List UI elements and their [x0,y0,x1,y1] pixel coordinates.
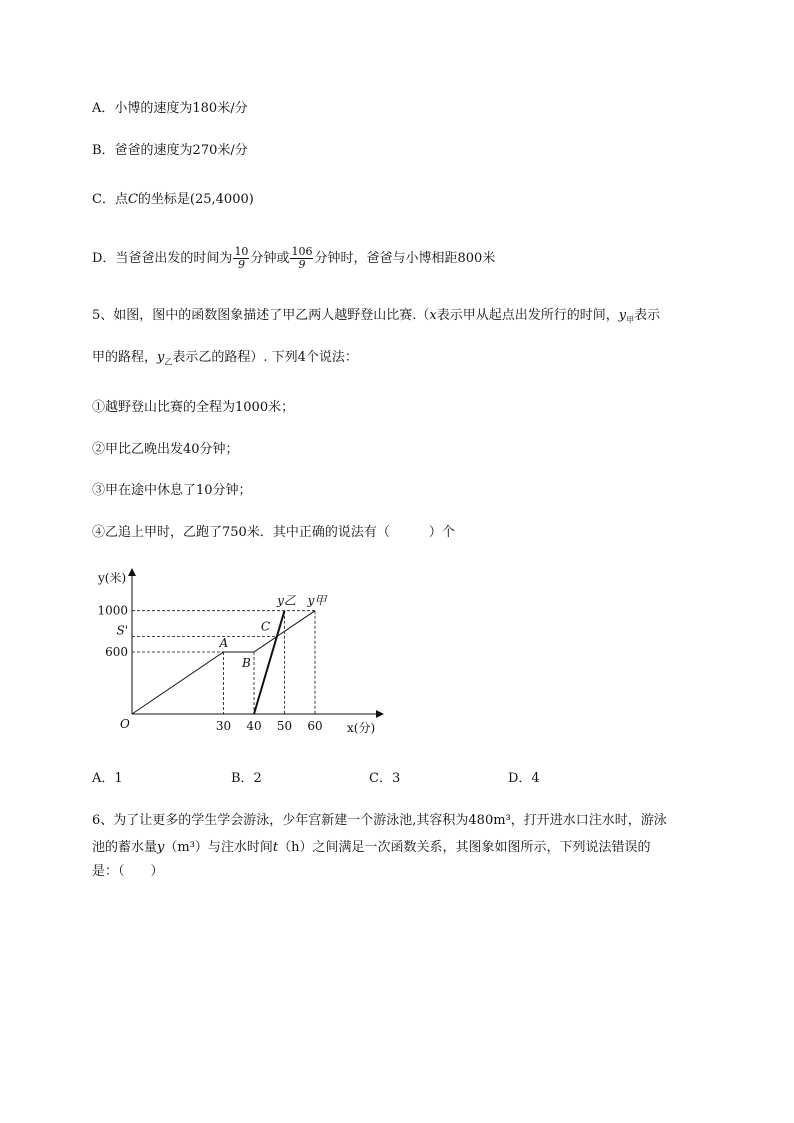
q6-stem-line1: 6、为了让更多的学生学会游泳，少年宫新建一个游泳池,其容积为480m³，打开进水口注水时，游泳 [92,813,667,828]
series-name-jia: y甲 [307,593,327,608]
point-label-a: A [219,636,229,651]
y-tick-s-prime: S' [116,623,128,638]
dashed-guides [132,611,315,714]
q5-text: 甲的路程， [92,350,158,365]
fraction-numerator: 106 [291,245,313,258]
fraction-denominator: 9 [298,258,306,271]
q5-text: 表示 [634,308,661,323]
q5-text: 5、如图，图中的函数图象描述了甲乙两人越野登山比赛.（ [92,308,430,323]
series-name-yi: y乙 [277,593,296,608]
var-y: y [618,308,627,323]
q5-statement-3: ③甲在途中休息了10分钟； [92,483,252,498]
x-tick-label: 30 [215,719,232,733]
q5-stem-line1 [92,306,660,331]
x-tick-label: 60 [307,719,323,733]
q6-text: 池的蓄水量 [92,840,158,855]
x-tick-label: 50 [276,719,293,733]
subscript-yi: 乙 [164,357,173,367]
y-tick-label: 600 [105,645,128,660]
q4-option-b: B．爸爸的速度为270米/分 [92,143,248,158]
q5-statement-1: ①越野登山比赛的全程为1000米； [92,400,295,415]
y-tick-label: 1000 [97,603,128,618]
q5-statement-2: ②甲比乙晚出发40分钟； [92,442,239,457]
q4-option-c-suffix: 的坐标是(25,4000) [137,192,254,207]
x-axis-label: x(分) [347,721,376,735]
q5-statement-4: ④乙追上甲时，乙跑了750米．其中正确的说法有（ ）个 [92,525,455,540]
q4-option-a: A．小博的速度为180米/分 [92,101,248,116]
q4-option-c [92,190,254,210]
q5-option-b: B．2 [231,771,262,786]
q6-text: （h）之间满足一次函数关系，其图象如图所示，下列说法错误的 [278,840,651,855]
q4-option-c-var: C [127,192,138,207]
point-label-c: C [260,619,271,634]
q5-option-d: D．4 [508,771,540,786]
var-t: t [272,840,279,855]
q5-option-a: A．1 [92,771,123,786]
fraction-106-9 [290,246,313,271]
origin-label: O [120,717,130,731]
function-graph [92,562,392,747]
q4-option-d-prefix: D．当爸爸出发的时间为 [92,251,233,266]
q4-option-c-prefix: C．点 [92,192,128,207]
q5-option-c: C．3 [369,771,401,786]
x-tick-label: 40 [246,719,262,733]
q4-option-d [92,246,495,271]
q4-option-d-mid: 分钟或 [250,251,290,266]
subscript-jia: 甲 [626,315,635,325]
q6-text: （m³）与注水时间 [164,840,273,855]
var-y: y [157,350,165,365]
fraction-denominator: 9 [237,258,245,271]
fraction-10-9 [233,246,249,271]
q5-text: 表示甲从起点出发所行的时间， [436,308,619,323]
q5-text: 表示乙的路程）. 下列4个说法： [172,350,358,365]
point-label-b: B [242,656,251,671]
var-y: y [157,840,165,855]
q6-stem-line2 [92,838,651,858]
q4-option-d-suffix: 分钟时，爸爸与小博相距800米 [314,251,496,266]
q6-stem-line3: 是：（ ） [92,864,164,879]
y-axis-label: y(米) [98,571,127,585]
q5-stem-line2 [92,348,358,373]
fraction-numerator: 10 [234,245,249,258]
var-x: x [429,308,437,323]
